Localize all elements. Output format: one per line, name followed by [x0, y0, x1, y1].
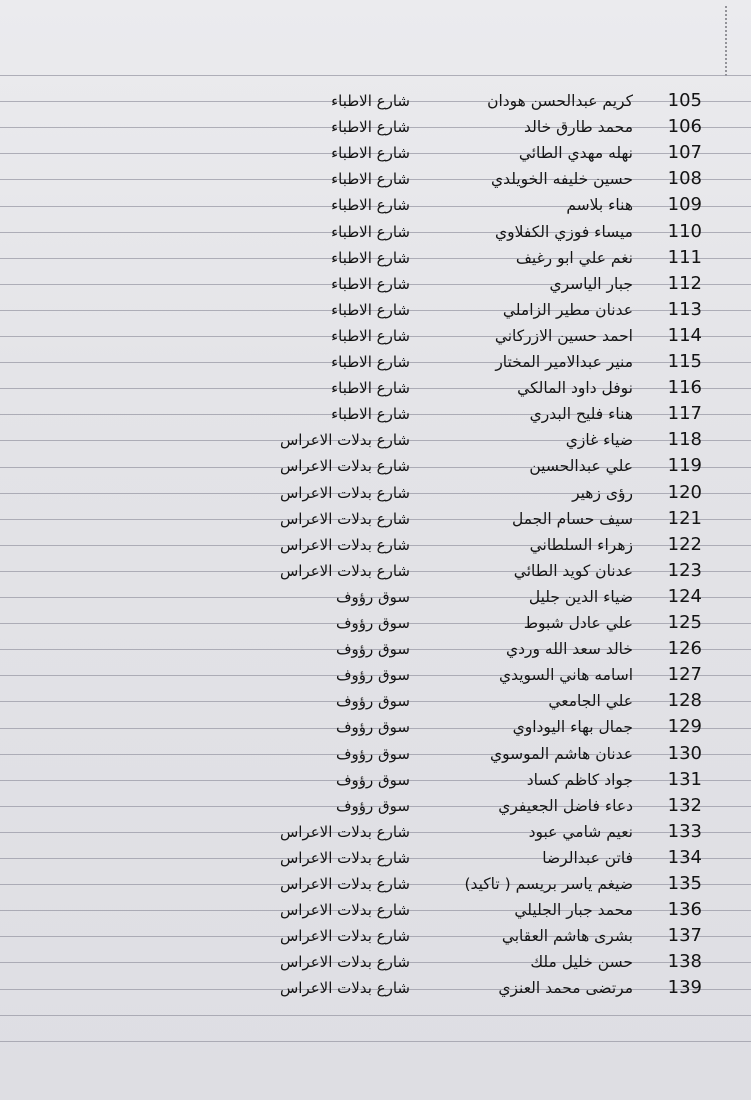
- person-name: عدنان هاشم الموسوي: [490, 744, 633, 763]
- person-name: جمال بهاء اليوداوي: [512, 718, 633, 737]
- street-location: شارع الاطباء: [331, 274, 410, 293]
- table-row: [0, 480, 751, 506]
- table-row: [0, 166, 751, 192]
- row-number: 125: [667, 612, 702, 633]
- street-location: شارع بدلات الاعراس: [279, 979, 410, 998]
- person-name: علي الجامعي: [548, 692, 633, 711]
- table-row: [0, 114, 751, 140]
- row-number: 124: [667, 585, 702, 607]
- street-location: سوق رؤوف: [335, 770, 410, 789]
- person-name: زهراء السلطاني: [529, 535, 633, 554]
- person-name: رؤى زهير: [572, 483, 633, 502]
- table-row: [0, 584, 751, 610]
- row-number: 109: [667, 194, 702, 216]
- street-location: شارع بدلات الاعراس: [279, 457, 410, 476]
- street-location: سوق رؤوف: [335, 640, 410, 659]
- person-name: محمد جبار الجليلي: [514, 901, 633, 920]
- row-number: 106: [667, 116, 702, 138]
- street-location: سوق رؤوف: [335, 744, 410, 763]
- person-name: فاتن عبدالرضا: [542, 848, 633, 867]
- street-location: سوق رؤوف: [335, 796, 410, 815]
- row-number: 128: [667, 690, 702, 712]
- row-number: 117: [667, 403, 702, 425]
- person-name: سيف حسام الجمل: [511, 509, 633, 528]
- table-row: [0, 871, 751, 897]
- table-row: [0, 506, 751, 532]
- street-location: شارع الاطباء: [331, 379, 410, 398]
- person-name: عدنان كويد الطائي: [513, 561, 633, 580]
- table-row: [0, 897, 751, 923]
- row-number: 118: [667, 429, 702, 451]
- table-row: [0, 427, 751, 453]
- row-number: 127: [667, 664, 702, 686]
- person-name: احمد حسين الازركاني: [494, 326, 633, 345]
- person-name: بشرى هاشم العقابي: [501, 927, 633, 946]
- street-location: شارع الاطباء: [331, 118, 410, 137]
- table-row: [0, 819, 751, 845]
- row-number: 130: [667, 742, 702, 764]
- row-number: 136: [667, 899, 702, 921]
- person-name: منير عبدالامير المختار: [495, 353, 633, 371]
- person-name: نغم علي ابو رغيف: [515, 248, 633, 267]
- row-number: 134: [667, 846, 702, 868]
- street-location: شارع الاطباء: [331, 353, 410, 371]
- table-row: [0, 662, 751, 688]
- table-row: [0, 610, 751, 636]
- table-row: [0, 741, 751, 767]
- table-row: [0, 349, 751, 375]
- table-row: [0, 245, 751, 271]
- table-row: [0, 192, 751, 218]
- street-location: شارع بدلات الاعراس: [279, 822, 410, 841]
- table-row: [0, 558, 751, 584]
- table-row: [0, 767, 751, 793]
- person-name: ضياء الدين جليل: [528, 587, 633, 606]
- table-row: [0, 453, 751, 479]
- street-location: شارع الاطباء: [331, 170, 410, 189]
- person-name: هناء فليح البدري: [529, 405, 633, 424]
- street-location: شارع الاطباء: [331, 405, 410, 424]
- street-location: سوق رؤوف: [335, 718, 410, 737]
- person-name: محمد طارق خالد: [524, 118, 633, 137]
- person-name: ميساء فوزي الكفلاوي: [494, 222, 633, 241]
- person-name: دعاء فاضل الجعيفري: [498, 796, 633, 815]
- table-row: [0, 845, 751, 871]
- table-row: [0, 688, 751, 714]
- row-number: 115: [667, 351, 702, 372]
- table-row: [0, 949, 751, 975]
- person-name: نوفل داود المالكي: [517, 379, 633, 398]
- street-location: شارع بدلات الاعراس: [279, 875, 410, 893]
- table-row: [0, 297, 751, 323]
- table-row: [0, 401, 751, 427]
- row-number: 110: [667, 220, 702, 242]
- table-row: [0, 793, 751, 819]
- table-row: [0, 375, 751, 401]
- row-number: 107: [667, 142, 702, 164]
- row-number: 112: [667, 272, 702, 294]
- table-row: [0, 88, 751, 114]
- row-number: 133: [667, 820, 702, 842]
- row-number: 122: [667, 533, 702, 555]
- person-name: علي عادل شبوط: [523, 614, 633, 632]
- row-number: 108: [667, 168, 702, 190]
- row-number: 119: [667, 455, 702, 477]
- street-location: شارع الاطباء: [331, 222, 410, 241]
- person-name: ضيغم ياسر بريسم ( تاكيد): [464, 875, 633, 893]
- person-name: جواد كاظم كساد: [526, 770, 633, 789]
- street-location: شارع بدلات الاعراس: [279, 927, 410, 946]
- person-name: ضياء غازي: [565, 431, 633, 450]
- street-location: شارع بدلات الاعراس: [279, 953, 410, 972]
- street-location: شارع الاطباء: [331, 300, 410, 319]
- person-name: حسن خليل ملك: [530, 953, 633, 972]
- row-number: 113: [667, 298, 702, 320]
- table-row: [0, 714, 751, 740]
- person-name: علي عبدالحسين: [529, 457, 633, 476]
- row-number: 114: [667, 324, 702, 346]
- row-number: 121: [667, 507, 702, 529]
- row-number: 129: [667, 716, 702, 738]
- street-location: سوق رؤوف: [335, 666, 410, 685]
- table-row: [0, 219, 751, 245]
- table-row: [0, 636, 751, 662]
- person-name: نعيم شامي عبود: [528, 822, 633, 841]
- street-location: شارع بدلات الاعراس: [279, 848, 410, 867]
- street-location: شارع الاطباء: [331, 92, 410, 110]
- row-number: 135: [667, 873, 702, 894]
- street-location: شارع بدلات الاعراس: [279, 509, 410, 528]
- table-row: [0, 140, 751, 166]
- row-number: 123: [667, 559, 702, 581]
- row-number: 105: [667, 90, 702, 111]
- table-row: [0, 323, 751, 349]
- person-name: مرتضى محمد العنزي: [498, 979, 633, 998]
- person-name: حسين خليفه الخويلدي: [490, 170, 633, 189]
- table-row: [0, 975, 751, 1001]
- street-location: شارع الاطباء: [331, 144, 410, 163]
- row-number: 139: [667, 977, 702, 999]
- street-location: سوق رؤوف: [335, 614, 410, 632]
- person-name: عدنان مطير الزاملي: [502, 300, 633, 319]
- street-location: شارع الاطباء: [331, 196, 410, 215]
- street-location: سوق رؤوف: [335, 692, 410, 711]
- table-row: [0, 532, 751, 558]
- person-name: خالد سعد الله وردي: [505, 640, 633, 659]
- row-number: 126: [667, 638, 702, 660]
- table-row: [0, 923, 751, 949]
- person-name: جبار الياسري: [549, 274, 633, 293]
- street-location: شارع بدلات الاعراس: [279, 483, 410, 502]
- row-number: 132: [667, 794, 702, 816]
- street-location: شارع بدلات الاعراس: [279, 535, 410, 554]
- row-number: 120: [667, 481, 702, 503]
- row-number: 138: [667, 951, 702, 973]
- street-location: شارع بدلات الاعراس: [279, 561, 410, 580]
- row-number: 131: [667, 768, 702, 790]
- person-name: نهله مهدي الطائي: [518, 144, 633, 163]
- person-name: اسامه هاني السويدي: [498, 666, 633, 685]
- street-location: شارع بدلات الاعراس: [279, 901, 410, 920]
- row-number: 116: [667, 377, 702, 399]
- table-row: [0, 271, 751, 297]
- street-location: شارع بدلات الاعراس: [279, 431, 410, 450]
- row-number: 111: [667, 246, 702, 268]
- street-location: شارع الاطباء: [331, 326, 410, 345]
- row-number: 137: [667, 925, 702, 947]
- street-location: شارع الاطباء: [331, 248, 410, 267]
- person-name: هناء بلاسم: [566, 196, 633, 215]
- street-location: سوق رؤوف: [335, 587, 410, 606]
- person-name: كريم عبدالحسن هودان: [487, 92, 633, 110]
